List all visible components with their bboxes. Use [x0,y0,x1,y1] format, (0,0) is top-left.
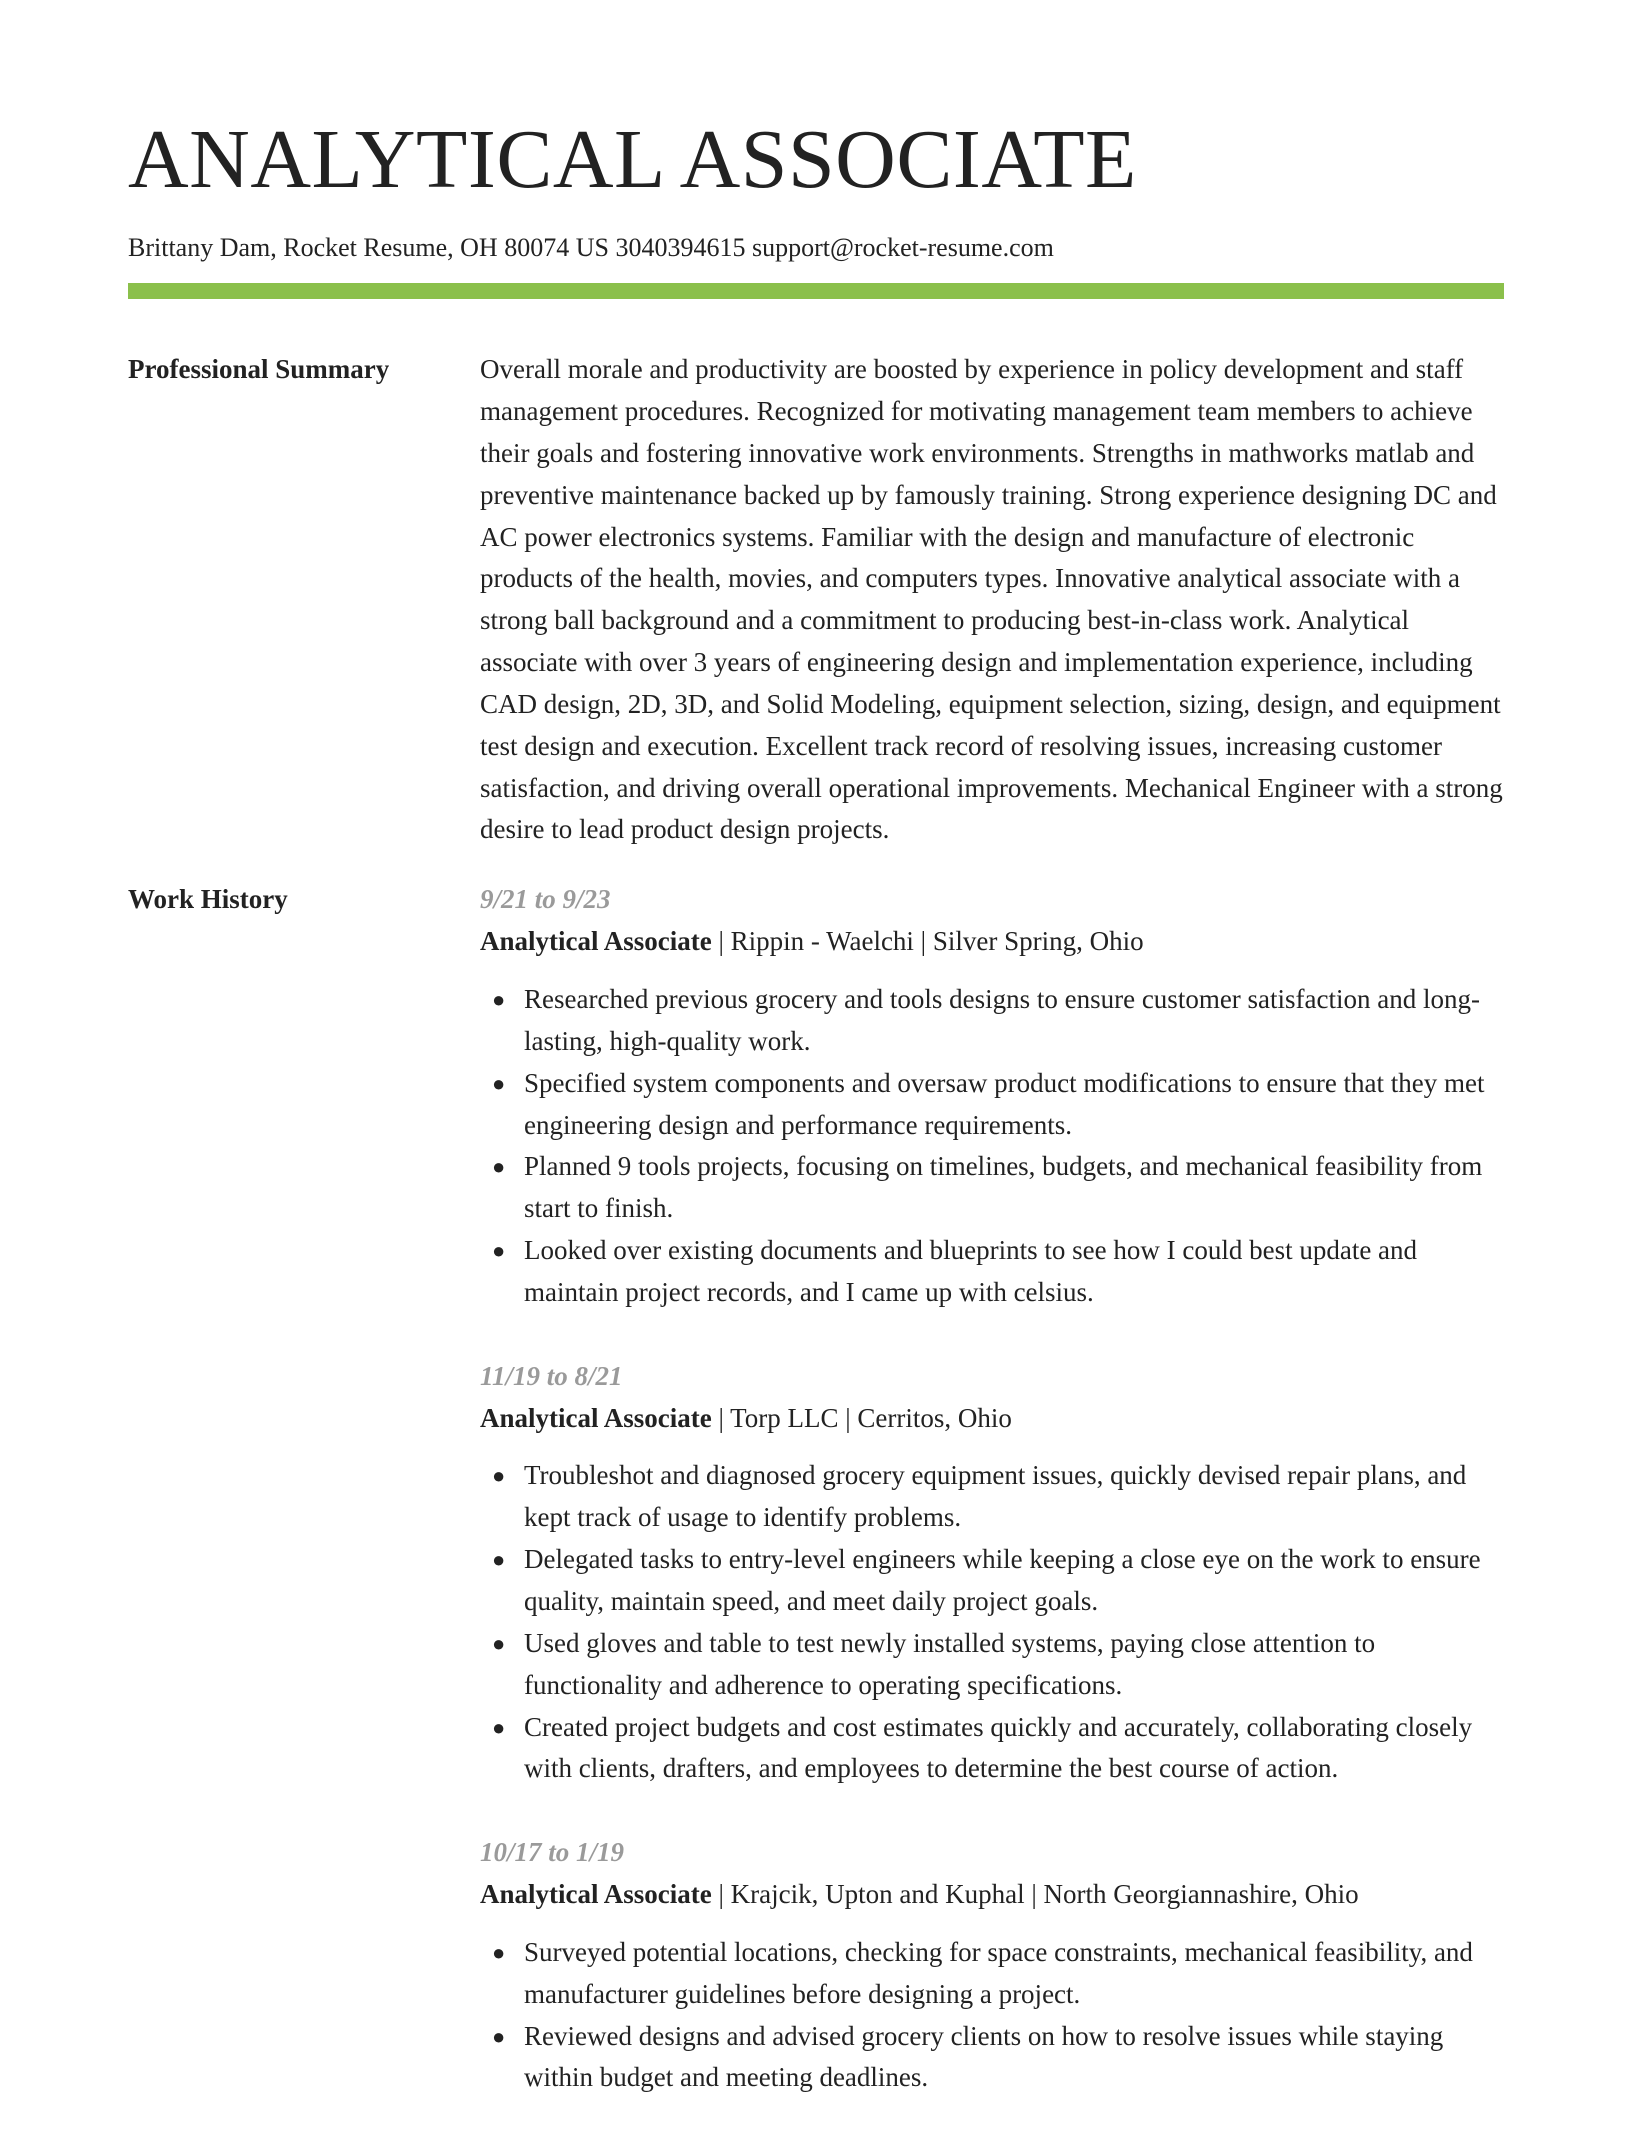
job-bullet [480,1146,1504,1230]
professional-summary-body [480,349,1504,851]
resume-title: ANALYTICAL ASSOCIATE [128,113,1137,206]
job-bullet [480,2016,1504,2100]
job-bullet-text: Planned 9 tools projects, focusing on timelines, budgets, and mechanical feasibility from start to finish. [524,1151,1483,1224]
bullet-icon: ● [492,1630,506,1656]
job-dates: 11/19 to 8/21 [480,1360,623,1391]
bullet-icon: ● [492,2023,506,2049]
job-title: Analytical Associate [480,926,712,957]
bullet-icon: ● [492,1154,506,1180]
job-bullet-text: Specified system components and oversaw product modifications to ensure that they met engineering design and performance requirements. [524,1067,1485,1140]
job-bullet-text: Delegated tasks to entry-level engineers while keeping a close eye on the work to ensure quality, maintain speed, and meet daily project goals. [524,1544,1481,1616]
job-bullet-text: Used gloves and table to test newly installed systems, paying close attention to functionality and adherence to operating specifications. [524,1627,1376,1700]
work-history-heading: Work History [128,884,288,915]
job-dates: 10/17 to 1/19 [480,1837,625,1868]
job-title: Analytical Associate [480,1402,712,1433]
job-entry [480,1356,1504,1790]
accent-divider [128,283,1504,299]
job-company-location: | Rippin - Waelchi | Silver Spring, Ohio [711,926,1144,957]
work-history-section [128,879,1504,2141]
job-entry [480,1832,1504,2099]
job-bullet [480,1455,1504,1539]
job-bullet-text: Researched previous grocery and tools designs to ensure customer satisfaction and long-lasting, high-quality work. [524,984,1480,1056]
job-bullet [480,979,1504,1063]
job-bullet [480,1063,1504,1147]
bullet-icon: ● [492,1070,506,1096]
bullet-icon: ● [492,1714,506,1740]
job-heading [480,1874,1504,1916]
job-heading [480,921,1504,963]
bullet-icon: ● [492,1939,506,1965]
job-bullet [480,1539,1504,1623]
job-company-location: | Torp LLC | Cerritos, Ohio [711,1402,1012,1433]
job-bullet-list [480,1455,1504,1790]
job-bullet [480,1623,1504,1707]
job-bullet [480,1230,1504,1314]
bullet-icon: ● [492,1463,506,1489]
job-bullet [480,1707,1504,1791]
job-dates: 9/21 to 9/23 [480,884,611,915]
job-bullet-text: Surveyed potential locations, checking for space constraints, mechanical feasibility, and manufacturer guidelines before designing a project. [524,1936,1473,2009]
bullet-icon: ● [492,987,506,1012]
professional-summary-text: Overall morale and productivity are boosted by experience in policy development and staff management procedures. Recognized for motivating management team members to achieve their goals and fostering innovative work environments. Strengths in mathworks matlab and preventive maintenance backed up by famously training. Strong experience designing DC and AC power electronics systems. Familiar with the design and manufacture of electronic products of the health, movies, and computers types. Innovative analytical associate with a strong ball background and a commitment to producing best-in-class work. Analytical associate with over 3 years of engineering design and implementation experience, including CAD design, 2D, 3D, and Solid Modeling, equipment selection, sizing, design, and equipment test design and execution. Excellent track record of resolving issues, increasing customer satisfaction, and driving overall operational improvements. Mechanical Engineer with a strong desire to lead product design projects. [480,354,1503,845]
job-entry [480,879,1504,1313]
job-title: Analytical Associate [480,1879,712,1910]
job-company-location: | Krajcik, Upton and Kuphal | North Georgiannashire, Ohio [711,1879,1359,1910]
job-bullet-list [480,1932,1504,2099]
professional-summary-section [128,349,1504,851]
job-bullet-text: Looked over existing documents and blueprints to see how I could best update and maintain project records, and I came up with celsius. [524,1235,1418,1307]
professional-summary-heading: Professional Summary [128,354,390,385]
work-history-body [480,879,1504,2141]
bullet-icon: ● [492,1547,506,1573]
bullet-icon: ● [492,1238,506,1264]
job-bullet [480,1932,1504,2016]
job-bullet-list [480,979,1504,1314]
job-bullet-text: Troubleshot and diagnosed grocery equipment issues, quickly devised repair plans, and kept track of usage to identify problems. [524,1460,1467,1533]
contact-info: Brittany Dam, Rocket Resume, OH 80074 US 3040394615 support@rocket-resume.com [128,233,1054,262]
job-bullet-text: Created project budgets and cost estimates quickly and accurately, collaborating closely with clients, drafters, and employees to determine the best course of action. [524,1711,1473,1784]
job-bullet-text: Reviewed designs and advised grocery clients on how to resolve issues while staying within budget and meeting deadlines. [524,2020,1444,2093]
job-heading [480,1398,1504,1440]
